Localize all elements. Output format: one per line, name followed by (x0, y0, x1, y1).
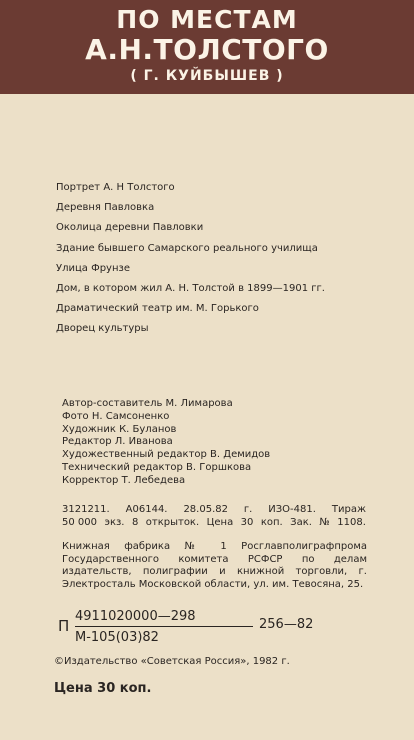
credit-line: Автор-составитель М. Лимарова (62, 398, 233, 409)
fraction-rule (75, 626, 253, 627)
pub-token: А06144. (125, 504, 168, 515)
pub-token: 30 (240, 517, 254, 528)
credit-line: Фото Н. Самсоненко (62, 410, 170, 422)
contents-item: Драматический театр им. М. Горького (56, 303, 259, 315)
contents-item: Дворец культуры (56, 323, 149, 335)
pub-token: 8 (131, 517, 139, 528)
pub-token: Зак. (290, 517, 312, 528)
contents-item: Портрет А. Н Толстого (56, 182, 175, 193)
pub-token: экз. (104, 517, 125, 528)
credits-block (62, 398, 270, 488)
index-denominator: М-105(03)82 (75, 630, 159, 645)
contents-item: Деревня Павловка (56, 202, 155, 214)
copyright-line: ©Издательство «Советская Россия», 1982 г. (54, 656, 290, 667)
pub-token: № (319, 517, 330, 528)
index-code: 256—82 (259, 617, 314, 632)
contents-item: Дом, в котором жил А. Н. Толстой в 1899—1901 гг. (56, 283, 325, 295)
pub-token: 50 000 (62, 517, 97, 528)
contents-item: Здание бывшего Самарского реального училища (56, 242, 318, 254)
publication-info (62, 503, 366, 529)
index-prefix: П (58, 617, 70, 635)
contents-item: Улица Фрунзе (56, 262, 130, 274)
contents-item: Околица деревни Павловки (56, 222, 204, 234)
pub-token: Цена (206, 517, 234, 528)
pub-token: г. (243, 504, 253, 515)
pub-token: 1108. (337, 517, 366, 528)
pub-token: коп. (260, 517, 283, 528)
credit-line: Художественный редактор В. Демидов (62, 449, 271, 461)
credit-line: Технический редактор В. Горшкова (62, 461, 252, 473)
pub-token: Тираж (331, 504, 366, 515)
title-line-2: А.Н.ТОЛСТОГО (85, 33, 329, 66)
publication-row-1 (62, 503, 366, 516)
title-subtitle: ( Г. КУЙБЫШЕВ ) (130, 68, 284, 84)
index-fraction (75, 608, 253, 646)
pub-token: открыток. (145, 517, 200, 528)
pub-token: ИЗО-481. (268, 504, 316, 515)
credit-line: Редактор Л. Иванова (62, 436, 173, 448)
title-banner (0, 0, 414, 94)
pub-token: 28.05.82 (183, 504, 228, 515)
credit-line: Художник К. Буланов (62, 423, 177, 435)
contents-list (56, 178, 325, 340)
printer-info: Книжная фабрика № 1 Росглавполиграфпрома Государственного комитета РСФСР по делам издательств, полиграфии и книжной торговли, г. Электросталь Московской области, ул. им. Тевосяна, 25. (62, 541, 367, 590)
price-label: Цена 30 коп. (54, 681, 152, 696)
pub-token: 3121211. (62, 504, 110, 515)
index-numerator: 4911020000—298 (75, 609, 196, 624)
title-line-1: ПО МЕСТАМ (116, 5, 298, 34)
publication-row-2 (62, 516, 366, 529)
credit-line: Корректор Т. Лебедева (62, 474, 186, 486)
